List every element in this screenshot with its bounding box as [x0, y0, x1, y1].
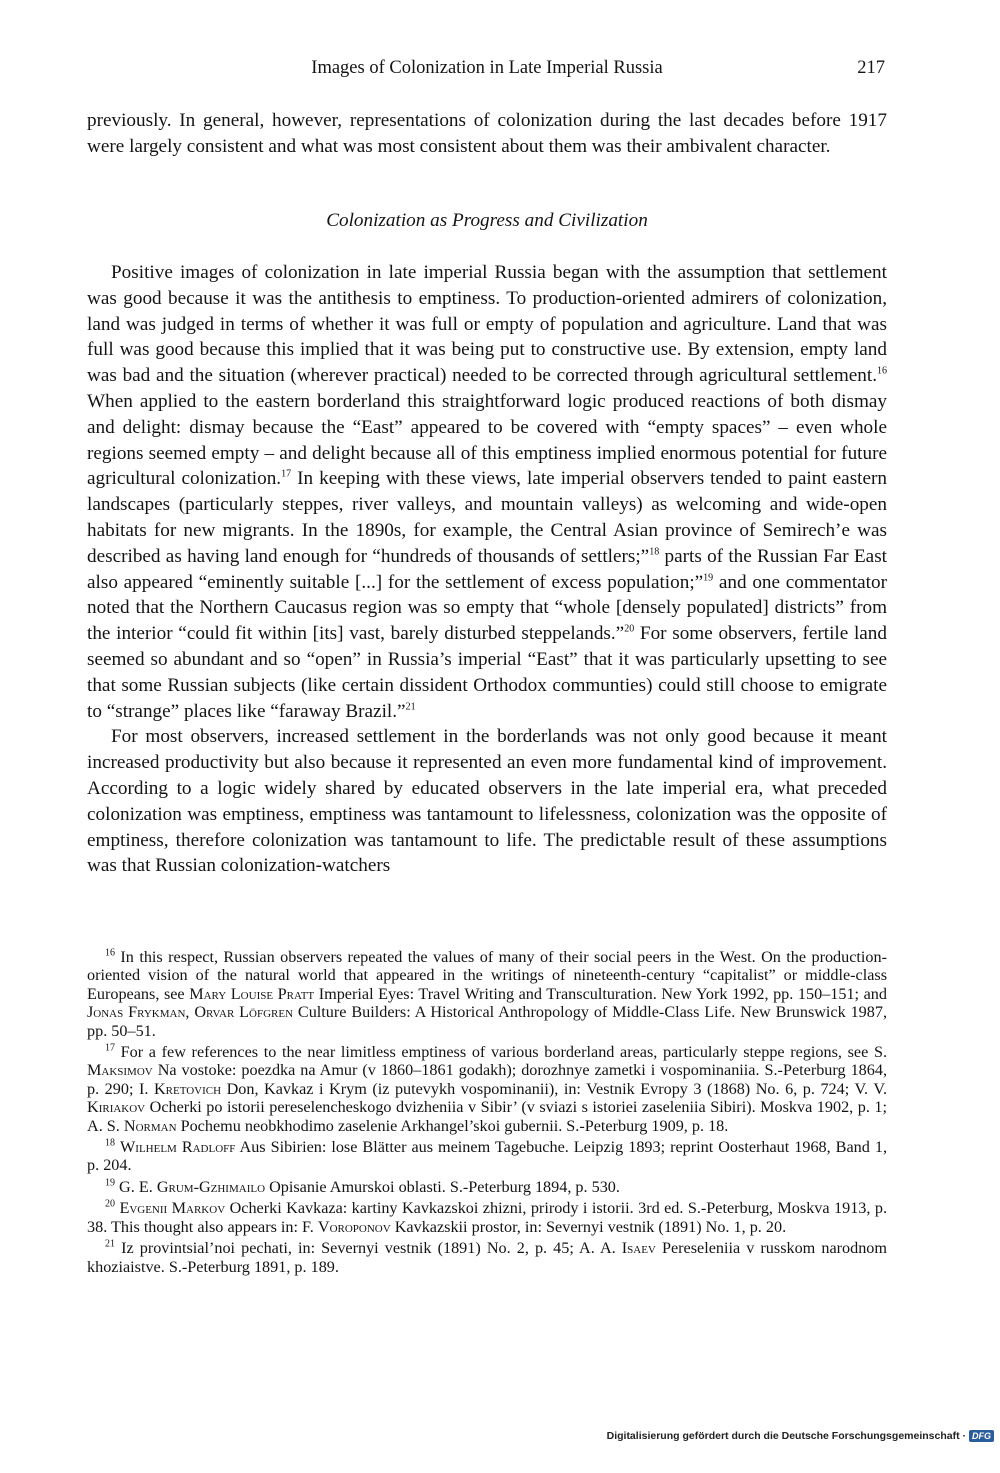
footnote-16: $^{16}$ In this respect, Russian observers repeated the values of many of their social peers in the West. On the production-oriented vision of the natural world that appeared in the writings of nineteenth-century “capitalist” or middle-class Europeans, see Mary Louise Pratt Imperial Eyes: Travel Writing and Transculturation. New York 1992, pp. 150–151; and Jonas Frykman, Orvar Löfgren Culture Builders: A Historical Anthropology of Middle-Class Life. New Brunswick 1987, pp. 50–51. — [87, 947, 888, 1040]
opening-paragraph — [87, 108, 887, 160]
note-ref: 17 — [281, 468, 292, 480]
section-heading: Colonization as Progress and Civilization — [326, 210, 648, 231]
paragraph-positive-images: Positive images of colonization in late imperial Russia began with the assumption that settlement was good because it was the antithesis to emptiness. To production-oriented admirers of colonization, land was judged in terms of whether it was full or empty of population and agriculture. Land that was full was good because this implied that it was being put to constructive use. By extension, empty land was bad and the situation (wherever practical) needed to be corrected through agricultural settlement.$^{16}$ When applied to the eastern borderland this straightforward logic produced reactions of both dismay and delight: dismay because the “East” appeared to be covered with “empty spaces” – even whole regions seemed empty – and delight because all of this emptiness implied enormous potential for future agricultural colonization.$^{17}$ In keeping with these views, late imperial observers tended to paint eastern landscapes (particularly steppes, river valleys, and mountain valleys) as welcoming and wide-open habitats for new migrants. In the 1890s, for example, the Central Asian province of Semirech’e was described as having land enough for “hundreds of thousands of settlers;”$^{18}$ parts of the Russian Far East also appeared “eminently suitable [...] for the settlement of excess population;”$^{19}$ and one commentator noted that the Northern Caucasus region was so empty that “whole [densely populated] districts” from the interior “could fit within [its] vast, barely disturbed steppelands.”$^{20}$ For some observers, fertile land seemed so abundant and so “open” in Russia’s imperial “East” that it was particularly upsetting to see that some Russian subjects (like certain dissident Orthodox communties) could still choose to emigrate to “strange” places like “faraway Brazil.”$^{21}$ — [87, 262, 887, 722]
footnote-21: $^{21}$ Iz provintsial’noi pechati, in: Severnyi vestnik (1891) No. 2, p. 45; A. A. Isaev Pereseleniia v russkom narodnom khoziaistve. S.-Peterburg 1891, p. 189. — [87, 1238, 887, 1276]
main-text — [87, 260, 887, 879]
paragraph-most-observers: For most observers, increased settlement in the borderlands was not only good because it meant increased productivity but also because it represented an even more fundamental kind of improvement. According to a logic widely shared by educated observers in the late imperial era, what preceded colonization was emptiness, emptiness was tantamount to lifelessness, colonization was the opposite of emptiness, therefore colonization was tantamount to life. The predictable result of these assumptions was that Russian colonization-watchers — [87, 726, 887, 877]
footnote-19: $^{19}$ G. E. Grum-Gzhimailo Opisanie Amurskoi oblasti. S.-Peterburg 1894, p. 530. — [105, 1177, 620, 1196]
footnote-20: $^{20}$ Evgenii Markov Ocherki Kavkaza: kartiny Kavkazskoi zhizni, prirody i istorii. 3rd ed. S.-Peterburg, Moskva 1913, p. 38. This thought also appears in: F. Voroponov Kavkazskii prostor, in: Severnyi vestnik (1891) No. 1, p. 20. — [87, 1198, 887, 1236]
digitization-credit — [607, 1430, 994, 1442]
note-ref: 19 — [703, 572, 714, 584]
credit-text: Digitalisierung gefördert durch die Deutsche Forschungsgemeinschaft · — [606, 1430, 966, 1442]
footnote-17: $^{17}$ For a few references to the near limitless emptiness of various borderland areas, particularly steppe regions, see S. Maksimov Na vostoke: poezdka na Amur (v 1860–1861 godakh); dorozhnye zametki i vospominaniia. S.-Peterburg 1864, p. 290; I. Kretovich Don, Kavkaz i Krym (iz putevykh vospominanii), in: Vestnik Evropy 3 (1868) No. 6, p. 724; V. V. Kiriakov Ocherki po istorii pereselencheskogo dvizheniia v Sibir’ (v sviazi s istoriei zaseleniia Sibiri). Moskva 1902, p. 1; A. S. Norman Pochemu neobkhodimo zaselenie Arkhangel’skoi gubernii. S.-Peterburg 1909, p. 18. — [87, 1042, 887, 1135]
paragraph-continued: previously. In general, however, representations of colonization during the last decades before 1917 were largely consistent and what was most consistent about them was their ambivalent character. — [87, 110, 887, 157]
running-title: Images of Colonization in Late Imperial Russia — [311, 58, 663, 78]
page-number: 217 — [857, 58, 885, 78]
footnote-18: $^{18}$ Wilhelm Radloff Aus Sibirien: lose Blätter aus meinem Tagebuche. Leipzig 1893; reprint Oosterhaut 1968, Band 1, p. 204. — [87, 1137, 887, 1175]
note-ref: 18 — [649, 546, 660, 558]
dfg-logo: DFG — [969, 1430, 994, 1442]
note-ref: 16 — [877, 365, 887, 377]
note-ref: 20 — [624, 623, 635, 635]
running-header — [87, 58, 887, 86]
footnotes — [87, 948, 887, 1279]
note-ref: 21 — [405, 701, 416, 713]
